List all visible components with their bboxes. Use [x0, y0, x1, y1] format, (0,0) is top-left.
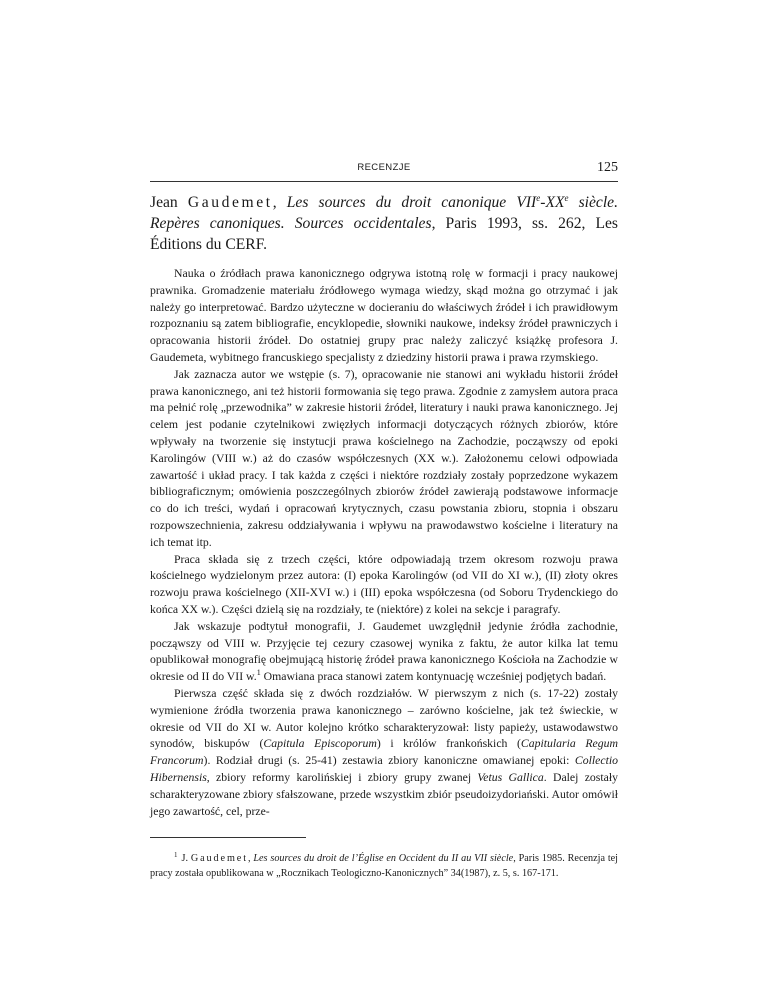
- paragraph-4-tail: Omawiana praca stanowi zatem kontynuację wcześniej podjętych badań.: [260, 670, 607, 684]
- italic-capitula-episcoporum: Capitula Episcoporum: [263, 737, 377, 751]
- paragraph-5-a: Pierwsza część składa się z dwóch rozdziałów. W pierwszym z nich (s. 17-22) zostały wymienione źródła tworzenia prawa kanonicznego – zarówno kościelne, jak też świeckie, w okresie od VII do XI w. Autor kolejno krótko scharakteryzował: listy papieży, ustawodawstwo synodów, biskupów (: [150, 686, 618, 751]
- italic-capitularia-regum: Capitularia Regum Francorum: [150, 737, 618, 768]
- footnote-reference[interactable]: 1: [256, 668, 261, 678]
- title-superscript1: e: [536, 192, 541, 203]
- paragraph-5-c: ). Rodział drugi (s. 25-41) zestawia zbiory kanoniczne omawianej epoki:: [203, 754, 575, 768]
- italic-vetus-gallica: Vetus Gallica: [477, 770, 544, 784]
- header-rule: [150, 181, 618, 182]
- paragraph-5: [150, 686, 618, 820]
- footnote-title: Les sources du droit de l’Église en Occident du II au VII siècle: [253, 853, 514, 864]
- title-part2: siècle. Repères canoniques. Sources occidentales: [150, 194, 619, 232]
- paragraph-4: [150, 619, 618, 686]
- publication-info: , Paris 1993, ss. 262, Les Éditions du CERF.: [150, 215, 618, 253]
- running-header: [150, 160, 618, 180]
- footnote-marker: 1: [174, 850, 178, 859]
- title-superscript2: e: [564, 192, 569, 203]
- title-part1: Les sources du droit canonique VII: [286, 194, 537, 211]
- paragraph-5-d: , zbiory reformy karolińskiej i zbiory grupy zwanej: [206, 770, 478, 784]
- paragraph-5-e: . Dalej zostały scharakteryzowane zbiory sfałszowane, przede wszystkim zbiór pseudoizydoriański. Autor omówił jego zawartość, cel, prze-: [150, 770, 618, 818]
- running-title: RECENZJE: [357, 162, 411, 173]
- footnote-author-last: Gaudemet: [190, 853, 248, 864]
- author-first-name: Jean: [150, 194, 178, 211]
- paragraph-4-main: Jak wskazuje podtytuł monografii, J. Gaudemet uwzględnił jedynie źródła zachodnie, począwszy od VIII w. Przyjęcie tej cezury czasowej wynika z faktu, że autor kilka lat temu opublikował monografię obejmującą historię źródeł prawa kanonicznego Kościoła na Zachodzie w okresie od II do VII w.: [150, 619, 618, 684]
- title-separator: -XX: [540, 194, 565, 211]
- paragraph-1: Nauka o źródłach prawa kanonicznego odgrywa istotną rolę w formacji i pracy naukowej prawnika. Gromadzenie materiału źródłowego wymaga wiedzy, skąd można go otrzymać i jak należy go interpretować. Bardzo użyteczne w docieraniu do właściwych źródeł i ich prawidłowym rozpoznaniu są zatem bibliografie, encyklopedie, słowniki naukowe, indeksy źródeł prawniczych i opracowania historii źródeł. Do ostatniej grupy prac należy zaliczyć książkę profesora J. Gaudemeta, wybitnego francuskiego specjalisty z dziedziny historii prawa i prawa rzymskiego.: [150, 267, 618, 364]
- footnote-author-initial: J.: [181, 853, 189, 864]
- paragraph-2: Jak zaznacza autor we wstępie (s. 7), opracowanie nie stanowi ani wykładu historii źródeł prawa kanonicznego, ani też historii formowania się tego prawa. Zgodnie z zamysłem autora praca ma pełnić rolę „przewodnika” w zakresie historii źródeł, literatury i nauki prawa kanonicznego. Jej celem jest podanie czytelnikowi zwięzłych informacji dotyczących różnych zbiorów, które wpływały na tworzenie się instytucji prawa kościelnego na Zachodzie, począwszy od epoki Karolingów (VIII w.) aż do czasów współczesnych (XX w.). Założonemu celowi odpowiada zawartość i układ pracy. I tak każda z części i niektóre rozdziały zostały poprzedzone wykazem bibliograficznym; omówienia poszczególnych zbiorów źródeł zawierają podstawowe informacje co do ich treści, wydań i opracowań krytycznych, czasu powstania zbioru, stopnia i obszaru rozpowszechnienia, zakresu oddziaływania i wpływu na prawodawstwo kościelne i literatury na ich temat itp.: [150, 367, 618, 549]
- paragraph-3: Praca składa się z trzech części, które odpowiadają trzem okresom rozwoju prawa kościelnego wydzielonym przez autora: (I) epoka Karolingów (od VII do XI w.), (II) złoty okres rozwoju prawa kościelnego (XII-XVI w.) i (III) epoka współczesna (od Soboru Trydenckiego do końca XX w.). Części dzielą się na rozdziały, te (niektóre) z kolei na sekcje i paragrafy.: [150, 552, 618, 616]
- footnote: $^1$ J. Gaudemet, Les sources du droit de l’Église en Occident du II au VII siècle, Paris 1985. Recenzja tej pracy została opublikowana w „Rocznikach Teologiczno-Kanonicznych” 34(1987), z. 5, s. 167-171.: [150, 850, 618, 879]
- italic-collectio-hibernensis: Collectio Hibernensis: [150, 754, 618, 784]
- footnote-text: , Paris 1985. Recenzja tej pracy została opublikowana w „Rocznikach Teologiczno-Kanonicznych” 34(1987), z. 5, s. 167-171.: [150, 853, 618, 879]
- footnote-rule: [150, 837, 306, 838]
- page-number: 125: [597, 160, 618, 175]
- review-body: [150, 266, 618, 820]
- author-last-name: Gaudemet: [187, 194, 273, 211]
- paragraph-5-b: ) i królów frankońskich (: [376, 737, 521, 751]
- review-citation: Jean Gaudemet, Les sources du droit canonique VIIe-XXe siècle. Repères canoniques. Sources occidentales, Paris 1993, ss. 262, Les Éditions du CERF.: [150, 192, 619, 253]
